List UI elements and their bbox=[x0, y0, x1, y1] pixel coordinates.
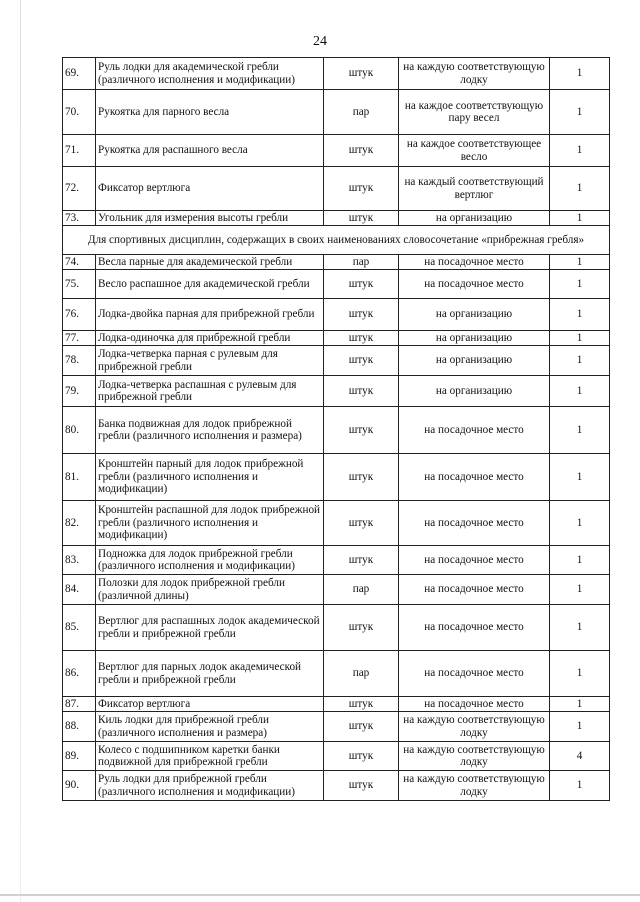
item-name: Рукоятка для парного весла bbox=[96, 90, 324, 135]
unit-of-measure: пар bbox=[324, 575, 399, 605]
item-name: Весло распашное для академической гребли bbox=[96, 270, 324, 299]
item-name: Киль лодки для прибрежной гребли (различного исполнения и размера) bbox=[96, 712, 324, 742]
item-name: Лодка-четверка распашная с рулевым для прибрежной гребли bbox=[96, 376, 324, 407]
calculation-basis: на посадочное место bbox=[399, 605, 550, 651]
quantity: 1 bbox=[550, 331, 610, 346]
calculation-basis: на организацию bbox=[399, 299, 550, 331]
calculation-basis: на посадочное место bbox=[399, 454, 550, 501]
row-number: 89. bbox=[63, 742, 96, 771]
item-name: Кронштейн парный для лодок прибрежной гребли (различного исполнения и модификации) bbox=[96, 454, 324, 501]
item-name: Вертлюг для парных лодок академической гребли и прибрежной гребли bbox=[96, 651, 324, 697]
calculation-basis: на посадочное место bbox=[399, 546, 550, 575]
section-heading-row bbox=[63, 226, 610, 255]
calculation-basis: на каждое соответствующее весло bbox=[399, 135, 550, 167]
quantity: 1 bbox=[550, 407, 610, 454]
calculation-basis: на посадочное место bbox=[399, 697, 550, 712]
quantity: 1 bbox=[550, 771, 610, 801]
item-name: Фиксатор вертлюга bbox=[96, 167, 324, 211]
quantity: 1 bbox=[550, 270, 610, 299]
item-name: Рукоятка для распашного весла bbox=[96, 135, 324, 167]
quantity: 1 bbox=[550, 299, 610, 331]
quantity: 1 bbox=[550, 501, 610, 546]
item-name: Банка подвижная для лодок прибрежной гребли (различного исполнения и размера) bbox=[96, 407, 324, 454]
item-name: Руль лодки для академической гребли (различного исполнения и модификации) bbox=[96, 58, 324, 90]
item-name: Руль лодки для прибрежной гребли (различного исполнения и модификации) bbox=[96, 771, 324, 801]
calculation-basis: на организацию bbox=[399, 331, 550, 346]
unit-of-measure: штук bbox=[324, 58, 399, 90]
calculation-basis: на каждое соответствующую пару весел bbox=[399, 90, 550, 135]
quantity: 1 bbox=[550, 546, 610, 575]
row-number: 74. bbox=[63, 255, 96, 270]
page-number: 24 bbox=[313, 34, 327, 49]
row-number: 75. bbox=[63, 270, 96, 299]
item-name: Угольник для измерения высоты гребли bbox=[96, 211, 324, 226]
table-row bbox=[63, 697, 610, 712]
table-row bbox=[63, 255, 610, 270]
table-row bbox=[63, 605, 610, 651]
quantity: 1 bbox=[550, 454, 610, 501]
item-name: Вертлюг для распашных лодок академической гребли и прибрежной гребли bbox=[96, 605, 324, 651]
table-row bbox=[63, 211, 610, 226]
unit-of-measure: пар bbox=[324, 90, 399, 135]
row-number: 80. bbox=[63, 407, 96, 454]
item-name: Лодка-одиночка для прибрежной гребли bbox=[96, 331, 324, 346]
quantity: 1 bbox=[550, 255, 610, 270]
quantity: 1 bbox=[550, 651, 610, 697]
table-row bbox=[63, 299, 610, 331]
quantity: 1 bbox=[550, 346, 610, 376]
unit-of-measure: штук bbox=[324, 546, 399, 575]
calculation-basis: на посадочное место bbox=[399, 270, 550, 299]
quantity: 1 bbox=[550, 605, 610, 651]
row-number: 71. bbox=[63, 135, 96, 167]
quantity: 4 bbox=[550, 742, 610, 771]
item-name: Весла парные для академической гребли bbox=[96, 255, 324, 270]
table-row bbox=[63, 742, 610, 771]
row-number: 86. bbox=[63, 651, 96, 697]
unit-of-measure: штук bbox=[324, 454, 399, 501]
table-row bbox=[63, 407, 610, 454]
quantity: 1 bbox=[550, 211, 610, 226]
row-number: 82. bbox=[63, 501, 96, 546]
row-number: 81. bbox=[63, 454, 96, 501]
row-number: 83. bbox=[63, 546, 96, 575]
calculation-basis: на посадочное место bbox=[399, 255, 550, 270]
scan-bottom-edge bbox=[0, 894, 640, 896]
item-name: Кронштейн распашной для лодок прибрежной гребли (различного исполнения и модификации) bbox=[96, 501, 324, 546]
row-number: 87. bbox=[63, 697, 96, 712]
unit-of-measure: штук bbox=[324, 501, 399, 546]
unit-of-measure: штук bbox=[324, 697, 399, 712]
table-row bbox=[63, 58, 610, 90]
item-name: Полозки для лодок прибрежной гребли (различной длины) bbox=[96, 575, 324, 605]
row-number: 78. bbox=[63, 346, 96, 376]
calculation-basis: на организацию bbox=[399, 346, 550, 376]
calculation-basis: на каждую соответствующую лодку bbox=[399, 771, 550, 801]
table-row bbox=[63, 651, 610, 697]
row-number: 69. bbox=[63, 58, 96, 90]
calculation-basis: на организацию bbox=[399, 376, 550, 407]
row-number: 70. bbox=[63, 90, 96, 135]
table-row bbox=[63, 346, 610, 376]
table-row bbox=[63, 90, 610, 135]
unit-of-measure: штук bbox=[324, 270, 399, 299]
unit-of-measure: штук bbox=[324, 376, 399, 407]
unit-of-measure: штук bbox=[324, 407, 399, 454]
item-name: Лодка-двойка парная для прибрежной гребли bbox=[96, 299, 324, 331]
row-number: 79. bbox=[63, 376, 96, 407]
scan-edge-mark bbox=[20, 0, 21, 902]
quantity: 1 bbox=[550, 376, 610, 407]
calculation-basis: на каждую соответствующую лодку bbox=[399, 712, 550, 742]
row-number: 88. bbox=[63, 712, 96, 742]
unit-of-measure: штук bbox=[324, 299, 399, 331]
table-row bbox=[63, 270, 610, 299]
quantity: 1 bbox=[550, 135, 610, 167]
calculation-basis: на посадочное место bbox=[399, 407, 550, 454]
row-number: 77. bbox=[63, 331, 96, 346]
quantity: 1 bbox=[550, 712, 610, 742]
equipment-table bbox=[62, 57, 610, 801]
unit-of-measure: штук bbox=[324, 135, 399, 167]
table-row bbox=[63, 167, 610, 211]
calculation-basis: на каждую соответствующую лодку bbox=[399, 742, 550, 771]
quantity: 1 bbox=[550, 697, 610, 712]
calculation-basis: на посадочное место bbox=[399, 651, 550, 697]
table-row bbox=[63, 454, 610, 501]
unit-of-measure: штук bbox=[324, 167, 399, 211]
calculation-basis: на каждый соответствующий вертлюг bbox=[399, 167, 550, 211]
unit-of-measure: штук bbox=[324, 331, 399, 346]
row-number: 76. bbox=[63, 299, 96, 331]
table-row bbox=[63, 331, 610, 346]
row-number: 90. bbox=[63, 771, 96, 801]
unit-of-measure: штук bbox=[324, 346, 399, 376]
quantity: 1 bbox=[550, 575, 610, 605]
table-row bbox=[63, 376, 610, 407]
calculation-basis: на посадочное место bbox=[399, 575, 550, 605]
quantity: 1 bbox=[550, 58, 610, 90]
table-row bbox=[63, 771, 610, 801]
unit-of-measure: пар bbox=[324, 651, 399, 697]
unit-of-measure: штук bbox=[324, 211, 399, 226]
table-row bbox=[63, 575, 610, 605]
section-heading: Для спортивных дисциплин, содержащих в своих наименованиях словосочетание «прибрежная гребля» bbox=[63, 226, 610, 255]
row-number: 72. bbox=[63, 167, 96, 211]
unit-of-measure: пар bbox=[324, 255, 399, 270]
unit-of-measure: штук bbox=[324, 712, 399, 742]
unit-of-measure: штук bbox=[324, 742, 399, 771]
calculation-basis: на каждую соответствующую лодку bbox=[399, 58, 550, 90]
row-number: 85. bbox=[63, 605, 96, 651]
item-name: Подножка для лодок прибрежной гребли (различного исполнения и модификации) bbox=[96, 546, 324, 575]
item-name: Лодка-четверка парная с рулевым для прибрежной гребли bbox=[96, 346, 324, 376]
table-row bbox=[63, 712, 610, 742]
quantity: 1 bbox=[550, 167, 610, 211]
table-row bbox=[63, 546, 610, 575]
item-name: Колесо с подшипником каретки банки подвижной для прибрежной гребли bbox=[96, 742, 324, 771]
quantity: 1 bbox=[550, 90, 610, 135]
calculation-basis: на организацию bbox=[399, 211, 550, 226]
unit-of-measure: штук bbox=[324, 771, 399, 801]
table-row bbox=[63, 135, 610, 167]
unit-of-measure: штук bbox=[324, 605, 399, 651]
row-number: 84. bbox=[63, 575, 96, 605]
calculation-basis: на посадочное место bbox=[399, 501, 550, 546]
row-number: 73. bbox=[63, 211, 96, 226]
item-name: Фиксатор вертлюга bbox=[96, 697, 324, 712]
table-row bbox=[63, 501, 610, 546]
